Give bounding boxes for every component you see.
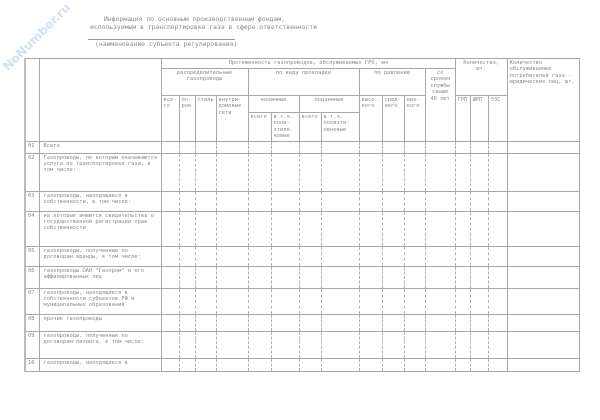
value-cell[interactable]: [161, 314, 179, 331]
value-cell[interactable]: [321, 331, 359, 358]
value-cell[interactable]: [455, 191, 470, 211]
value-cell[interactable]: [455, 358, 470, 371]
value-cell[interactable]: [425, 141, 455, 153]
value-cell[interactable]: [179, 266, 195, 288]
value-cell[interactable]: [507, 191, 579, 211]
row-label: газопроводы, полученные по договорам аренды, в том числе:: [39, 246, 161, 266]
value-cell[interactable]: [382, 358, 404, 371]
value-cell[interactable]: [359, 153, 382, 191]
header-ezs: ЭЗС: [488, 96, 507, 142]
header-consumers: Количество обслуживаемых потребителей газа - юридических лиц, шт.: [507, 59, 579, 142]
header-mid: сред-него: [382, 96, 404, 142]
header-over40: со сроком службы свыше 40 лет: [425, 69, 455, 142]
value-cell[interactable]: [470, 246, 488, 266]
row-label: Газопроводы, по которым оказываются услуги по транспортировке газа, в том числе:: [39, 153, 161, 191]
value-cell[interactable]: [179, 211, 195, 246]
subject-name-line: [88, 31, 235, 40]
value-cell[interactable]: [359, 246, 382, 266]
value-cell[interactable]: [321, 358, 359, 371]
value-cell[interactable]: [507, 314, 579, 331]
value-cell[interactable]: [507, 358, 579, 371]
header-num: [25, 59, 39, 142]
value-cell[interactable]: [470, 358, 488, 371]
value-cell[interactable]: [455, 314, 470, 331]
header-steel: сталь: [195, 96, 216, 142]
value-cell[interactable]: [455, 288, 470, 314]
value-cell[interactable]: [271, 314, 299, 331]
row-number: 01: [25, 141, 39, 153]
value-cell[interactable]: [195, 246, 216, 266]
value-cell[interactable]: [382, 331, 404, 358]
title-line: Информация по основным производственным фондам,: [104, 15, 285, 23]
value-cell[interactable]: [248, 153, 271, 191]
value-cell[interactable]: [455, 266, 470, 288]
row-number: 02: [25, 153, 39, 191]
value-cell[interactable]: [425, 211, 455, 246]
value-cell[interactable]: [271, 288, 299, 314]
header-by-pressure: по давлению: [359, 69, 425, 96]
value-cell[interactable]: [470, 331, 488, 358]
value-cell[interactable]: [195, 266, 216, 288]
value-cell[interactable]: [321, 314, 359, 331]
value-cell[interactable]: [248, 314, 271, 331]
value-cell[interactable]: [359, 288, 382, 314]
value-cell[interactable]: [248, 246, 271, 266]
value-cell[interactable]: [382, 211, 404, 246]
value-cell[interactable]: [488, 266, 507, 288]
value-cell[interactable]: [425, 331, 455, 358]
header-under-pe: в т.ч. полиэти-леновые: [321, 113, 359, 142]
table-row: [25, 141, 579, 153]
value-cell[interactable]: [216, 266, 248, 288]
value-cell[interactable]: [195, 288, 216, 314]
value-cell[interactable]: [248, 211, 271, 246]
value-cell[interactable]: [321, 266, 359, 288]
value-cell[interactable]: [195, 331, 216, 358]
table-row: [25, 153, 579, 191]
value-cell[interactable]: [425, 314, 455, 331]
title-line: используемым в транспортировке газа в сфере ответственности: [90, 23, 318, 31]
value-cell[interactable]: [359, 191, 382, 211]
value-cell[interactable]: [161, 211, 179, 246]
value-cell[interactable]: [161, 246, 179, 266]
row-label: газопроводы, полученные по договорам лизинга, в том числе:: [39, 331, 161, 358]
value-cell[interactable]: [488, 191, 507, 211]
value-cell[interactable]: [488, 288, 507, 314]
value-cell[interactable]: [161, 141, 179, 153]
row-label: газопроводы, находящиеся в собственности, в том числе:: [39, 191, 161, 211]
value-cell[interactable]: [248, 358, 271, 371]
table-row: [25, 314, 579, 331]
value-cell[interactable]: [455, 211, 470, 246]
row-number: 10: [25, 358, 39, 371]
value-cell[interactable]: [216, 288, 248, 314]
row-label: газопроводы ОАО "Газпром" и его аффилированных лиц: [39, 266, 161, 288]
value-cell[interactable]: [425, 153, 455, 191]
value-cell[interactable]: [382, 266, 404, 288]
value-cell[interactable]: [382, 141, 404, 153]
value-cell[interactable]: [488, 314, 507, 331]
value-cell[interactable]: [425, 266, 455, 288]
row-number: 07: [25, 288, 39, 314]
value-cell[interactable]: [425, 358, 455, 371]
value-cell[interactable]: [455, 246, 470, 266]
header-length: Протяженность газопроводов, обслуживаемых ГРО, км: [161, 59, 455, 69]
value-cell[interactable]: [507, 153, 579, 191]
value-cell[interactable]: [470, 153, 488, 191]
header-low: низ-кого: [404, 96, 425, 142]
value-cell[interactable]: [195, 211, 216, 246]
value-cell[interactable]: [455, 153, 470, 191]
value-cell[interactable]: [404, 266, 425, 288]
value-cell[interactable]: [299, 141, 321, 153]
value-cell[interactable]: [248, 191, 271, 211]
value-cell[interactable]: [161, 288, 179, 314]
value-cell[interactable]: [195, 191, 216, 211]
value-cell[interactable]: [425, 288, 455, 314]
value-cell[interactable]: [359, 331, 382, 358]
value-cell[interactable]: [195, 358, 216, 371]
value-cell[interactable]: [179, 358, 195, 371]
value-cell[interactable]: [271, 141, 299, 153]
value-cell[interactable]: [161, 266, 179, 288]
value-cell[interactable]: [507, 246, 579, 266]
table-row: [25, 331, 579, 358]
header-desc: [39, 59, 161, 142]
header-under-total: всего: [299, 113, 321, 142]
value-cell[interactable]: [404, 331, 425, 358]
header-por: по-ров: [179, 96, 195, 142]
document-title: [90, 15, 390, 31]
table-row: [25, 266, 579, 288]
value-cell[interactable]: [216, 153, 248, 191]
value-cell[interactable]: [359, 314, 382, 331]
value-cell[interactable]: [179, 153, 195, 191]
value-cell[interactable]: [161, 358, 179, 371]
value-cell[interactable]: [404, 153, 425, 191]
value-cell[interactable]: [216, 141, 248, 153]
header-above: наземные: [248, 96, 299, 113]
value-cell[interactable]: [248, 266, 271, 288]
row-number: 04: [25, 211, 39, 246]
header-under: подземные: [299, 96, 359, 113]
header-distribution: распределительные газопроводы: [161, 69, 248, 96]
value-cell[interactable]: [470, 191, 488, 211]
row-label: на которые имеются свидетельства о государственной регистрации прав собственности: [39, 211, 161, 246]
value-cell[interactable]: [382, 191, 404, 211]
value-cell[interactable]: [161, 191, 179, 211]
value-cell[interactable]: [321, 141, 359, 153]
header-inhouse: внутри-домовые сети: [216, 96, 248, 142]
value-cell[interactable]: [321, 246, 359, 266]
value-cell[interactable]: [359, 266, 382, 288]
value-cell[interactable]: [299, 211, 321, 246]
value-cell[interactable]: [455, 141, 470, 153]
value-cell[interactable]: [382, 153, 404, 191]
row-number: 05: [25, 246, 39, 266]
value-cell[interactable]: [179, 331, 195, 358]
value-cell[interactable]: [382, 246, 404, 266]
value-cell[interactable]: [507, 141, 579, 153]
fixed-assets-table: [24, 58, 580, 372]
value-cell[interactable]: [382, 314, 404, 331]
value-cell[interactable]: [299, 191, 321, 211]
value-cell[interactable]: [216, 314, 248, 331]
value-cell[interactable]: [470, 211, 488, 246]
value-cell[interactable]: [248, 331, 271, 358]
watermark: NoNumber.ru: [0, 0, 74, 74]
table-row: [25, 288, 579, 314]
row-number: 06: [25, 266, 39, 288]
value-cell[interactable]: [425, 246, 455, 266]
value-cell[interactable]: [299, 153, 321, 191]
value-cell[interactable]: [299, 314, 321, 331]
value-cell[interactable]: [161, 331, 179, 358]
value-cell[interactable]: [195, 153, 216, 191]
value-cell[interactable]: [488, 246, 507, 266]
table-row: [25, 246, 579, 266]
value-cell[interactable]: [195, 314, 216, 331]
row-label: газопроводы, находящиеся в собственности субъектов РФ и муниципальных образований: [39, 288, 161, 314]
subject-caption: (наименование субъекта регулирования): [95, 40, 238, 48]
value-cell[interactable]: [488, 331, 507, 358]
value-cell[interactable]: [382, 288, 404, 314]
value-cell[interactable]: [299, 288, 321, 314]
header-by-laying: по виду прокладки: [248, 69, 359, 96]
value-cell[interactable]: [179, 314, 195, 331]
row-number: 03: [25, 191, 39, 211]
header-above-total: всего: [248, 113, 271, 142]
value-cell[interactable]: [271, 211, 299, 246]
value-cell[interactable]: [271, 191, 299, 211]
value-cell[interactable]: [299, 331, 321, 358]
header-count: Количество, шт.: [455, 59, 507, 96]
row-label: прочие газопроводы: [39, 314, 161, 331]
table-row: [25, 211, 579, 246]
value-cell[interactable]: [455, 331, 470, 358]
value-cell[interactable]: [470, 314, 488, 331]
value-cell[interactable]: [161, 153, 179, 191]
value-cell[interactable]: [507, 266, 579, 288]
value-cell[interactable]: [359, 358, 382, 371]
value-cell[interactable]: [404, 246, 425, 266]
row-label: газопроводы, находящиеся в: [39, 358, 161, 371]
value-cell[interactable]: [507, 331, 579, 358]
value-cell[interactable]: [404, 141, 425, 153]
value-cell[interactable]: [321, 211, 359, 246]
row-number: 09: [25, 331, 39, 358]
value-cell[interactable]: [321, 288, 359, 314]
value-cell[interactable]: [488, 211, 507, 246]
header-grp: ГРП: [455, 96, 470, 142]
value-cell[interactable]: [216, 211, 248, 246]
value-cell[interactable]: [216, 331, 248, 358]
value-cell[interactable]: [179, 246, 195, 266]
value-cell[interactable]: [404, 358, 425, 371]
value-cell[interactable]: [271, 331, 299, 358]
value-cell[interactable]: [488, 141, 507, 153]
value-cell[interactable]: [359, 141, 382, 153]
row-number: 08: [25, 314, 39, 331]
value-cell[interactable]: [216, 358, 248, 371]
table-row: [25, 191, 579, 211]
value-cell[interactable]: [248, 288, 271, 314]
value-cell[interactable]: [248, 141, 271, 153]
value-cell[interactable]: [404, 288, 425, 314]
value-cell[interactable]: [470, 266, 488, 288]
header-shrp: ШРП: [470, 96, 488, 142]
value-cell[interactable]: [488, 358, 507, 371]
value-cell[interactable]: [271, 246, 299, 266]
value-cell[interactable]: [470, 288, 488, 314]
value-cell[interactable]: [299, 358, 321, 371]
value-cell[interactable]: [488, 153, 507, 191]
value-cell[interactable]: [195, 141, 216, 153]
value-cell[interactable]: [179, 288, 195, 314]
value-cell[interactable]: [507, 211, 579, 246]
header-above-pe: в т.ч. поли-этиле-новые: [271, 113, 299, 142]
value-cell[interactable]: [321, 153, 359, 191]
value-cell[interactable]: [359, 211, 382, 246]
value-cell[interactable]: [404, 191, 425, 211]
row-label: Всего: [39, 141, 161, 153]
value-cell[interactable]: [299, 246, 321, 266]
header-total: все-го: [161, 96, 179, 142]
value-cell[interactable]: [216, 191, 248, 211]
value-cell[interactable]: [404, 314, 425, 331]
value-cell[interactable]: [179, 141, 195, 153]
value-cell[interactable]: [470, 141, 488, 153]
header-high: высо-кого: [359, 96, 382, 142]
value-cell[interactable]: [216, 246, 248, 266]
table-row: [25, 358, 579, 371]
value-cell[interactable]: [271, 358, 299, 371]
value-cell[interactable]: [404, 211, 425, 246]
value-cell[interactable]: [271, 266, 299, 288]
value-cell[interactable]: [507, 288, 579, 314]
value-cell[interactable]: [179, 191, 195, 211]
value-cell[interactable]: [321, 191, 359, 211]
value-cell[interactable]: [299, 266, 321, 288]
value-cell[interactable]: [271, 153, 299, 191]
value-cell[interactable]: [425, 191, 455, 211]
